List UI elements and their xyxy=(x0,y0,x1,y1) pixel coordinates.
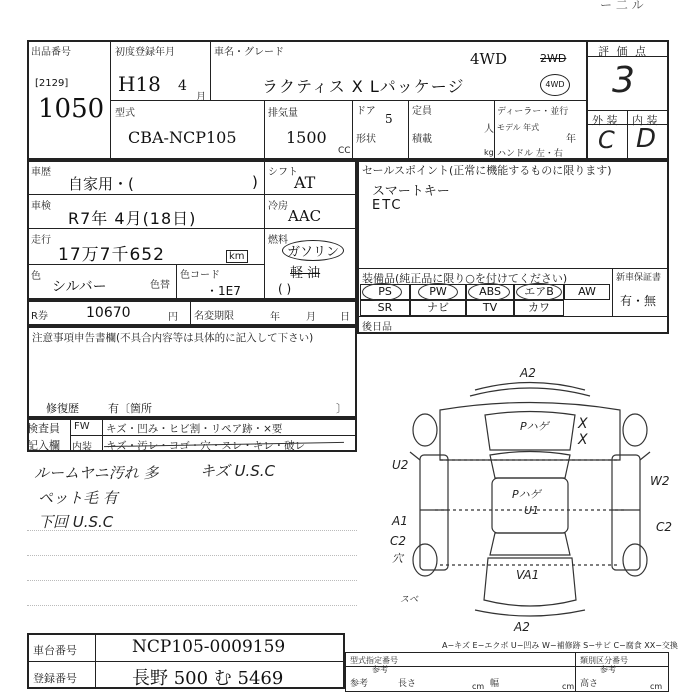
inspector-label-2: 記入欄 xyxy=(27,439,60,452)
inspection-value: R7年 4月(18日) xyxy=(68,209,197,228)
first-reg-month-unit: 月 xyxy=(196,92,206,103)
mark-x-1: X xyxy=(578,416,588,432)
recycle-unit: 円 xyxy=(168,312,178,323)
aircon-label: 冷房 xyxy=(268,201,288,212)
load-label: 積載 xyxy=(412,134,432,145)
mark-u2: U2 xyxy=(392,458,409,472)
displacement-value: 1500 xyxy=(286,128,327,147)
equip-sr: SR xyxy=(360,300,410,316)
dealer-label: ディーラー・並行 xyxy=(497,107,569,117)
hw-note-1: ルームヤニ汚れ 多 xyxy=(34,464,159,482)
reg-year: 年 xyxy=(270,312,280,323)
lot-code: [2129] xyxy=(35,78,69,89)
mark-w2: W2 xyxy=(650,474,670,488)
model-value: CBA-NCP105 xyxy=(128,128,237,147)
header-marks: ー 二 ル xyxy=(600,0,644,12)
mileage-unit: km xyxy=(226,250,248,263)
mark-p-hage-2: Pハゲ xyxy=(512,488,541,501)
equip-aw: AW xyxy=(564,284,610,300)
first-reg-month: 4 xyxy=(178,78,187,94)
warranty-value: 有・無 xyxy=(620,294,657,308)
mark-sube: スベ xyxy=(400,595,419,605)
drive-circle-mark: 4WD xyxy=(540,74,570,96)
circle-ps xyxy=(362,283,402,301)
repair-close: 〕 xyxy=(336,402,347,415)
selling-point-1: スマートキー xyxy=(372,184,450,199)
first-reg-label: 初度登録年月 xyxy=(115,47,175,58)
capacity-unit: 人 xyxy=(484,124,494,135)
inspection-label: 車検 xyxy=(31,201,51,212)
equip-abs: ABS xyxy=(466,284,514,300)
shape-label: 形状 xyxy=(356,134,376,145)
registration-label: 名変期限 xyxy=(194,311,234,322)
length-label: 長さ xyxy=(398,679,417,689)
class-label: 類別区分番号 xyxy=(580,656,628,665)
capacity-label: 定員 xyxy=(412,106,432,117)
lot-number: 1050 xyxy=(38,94,105,124)
mileage-label: 走行 xyxy=(31,235,51,246)
plate-value: 長野 500 む 5469 xyxy=(132,668,284,689)
doors-value: 5 xyxy=(385,112,393,126)
damage-legend: A−キズ E−エクボ U−凹み W−補修跡 S−サビ C−腐食 XX−交換 xyxy=(442,641,678,650)
equip-navi: ナビ xyxy=(410,300,466,316)
type-label: 型式指定番号 xyxy=(350,656,398,665)
drive-type: 4WD xyxy=(470,50,507,68)
recycle-value: 10670 xyxy=(86,305,131,321)
interior-label: 内 装 xyxy=(632,114,658,127)
color-label: 色 xyxy=(31,271,41,282)
ref-3: 参考 xyxy=(350,679,369,689)
fuel-gas: ガソリン xyxy=(282,240,344,261)
inspector-label-1: 検査員 xyxy=(27,422,60,435)
repair-value: 有〔箇所 xyxy=(108,402,152,415)
lot-label: 出品番号 xyxy=(31,47,71,58)
equip-ps: PS xyxy=(360,284,410,300)
mark-a2-rear: A2 xyxy=(514,620,530,634)
color-code: ・1E7 xyxy=(206,284,241,298)
model-label: 型式 xyxy=(115,108,135,119)
selling-point-2: ETC xyxy=(372,198,403,213)
shift-label: シフト xyxy=(268,167,298,178)
recycle-label: R券 xyxy=(31,311,48,322)
grade-value: 3 xyxy=(612,60,635,101)
mark-hole: 穴 xyxy=(392,552,403,565)
repair-label: 修復歴 xyxy=(46,402,79,415)
displacement-label: 排気量 xyxy=(268,108,298,119)
doors-label: ドア xyxy=(356,106,376,117)
history-close: ) xyxy=(252,173,258,191)
displacement-unit: CC xyxy=(338,146,351,156)
shift-value: AT xyxy=(294,173,316,192)
equip-pw: PW xyxy=(410,284,466,300)
mark-va1: VA1 xyxy=(516,568,540,582)
equip-airbag: エアB xyxy=(514,284,564,300)
chassis-label: 車台番号 xyxy=(33,644,77,657)
inspector-row1-label: FW xyxy=(74,421,90,432)
history-value: 自家用・( xyxy=(68,175,134,193)
color-no-label: 色替 xyxy=(150,280,170,291)
exterior-value: C xyxy=(598,126,615,154)
reg-day: 日 xyxy=(340,312,350,323)
inspector-row2-items: キズ・汚レ・ヨゴ・穴・スレ・キレ・破レ xyxy=(106,440,306,452)
fuel-diesel: 軽 油 xyxy=(290,266,321,281)
fuel-paren: ( ) xyxy=(278,282,292,296)
warranty-label: 新車保証書 xyxy=(616,273,662,283)
car-title: ラクティス X Lパッケージ xyxy=(262,77,465,96)
width-label: 幅 xyxy=(490,679,500,689)
fuel-label: 燃料 xyxy=(268,235,288,246)
circle-airbag xyxy=(516,283,562,301)
hw-note-3: ペット毛 有 xyxy=(38,489,118,507)
color-code-label: 色コード xyxy=(180,270,220,281)
mark-u1: U1 xyxy=(524,504,540,517)
name-label: 車名・グレード xyxy=(214,47,284,58)
handle-label: ハンドル 左・右 xyxy=(497,149,563,159)
mark-x-2: X xyxy=(578,432,588,448)
mark-c2-left: C2 xyxy=(390,534,407,548)
notes-label: 注意事項申告書欄(不具合内容等は具体的に記入して下さい) xyxy=(32,332,314,344)
equip-tv: TV xyxy=(466,300,514,316)
model-year-label: モデル 年式 xyxy=(497,123,540,132)
mileage-value: 17万7千652 xyxy=(58,245,165,265)
year-unit: 年 xyxy=(566,134,576,145)
mark-p-hage-1: Pハゲ xyxy=(520,420,549,433)
mark-c2-right: C2 xyxy=(656,520,673,534)
load-unit: kg xyxy=(484,148,494,157)
circle-pw xyxy=(418,283,458,301)
color-value: シルバー xyxy=(52,279,107,295)
plate-label: 登録番号 xyxy=(33,672,77,685)
selling-points-label: セールスポイント(正常に機能するものに限ります) xyxy=(362,164,612,177)
first-reg-era: H18 xyxy=(118,72,161,96)
equip-leather: カワ xyxy=(514,300,564,316)
chassis-value: NCP105-0009159 xyxy=(132,637,286,657)
grade-label: 評 価 点 xyxy=(598,45,648,58)
circle-abs xyxy=(468,283,510,301)
ref-2: 参考 xyxy=(600,665,616,674)
hw-note-2: キズ U.S.C xyxy=(200,462,275,480)
aircon-value: AAC xyxy=(288,207,322,225)
drive-alt: 2WD xyxy=(540,52,567,65)
height-unit: cm xyxy=(650,682,663,691)
ref-1: 参考 xyxy=(372,665,388,674)
reg-month: 月 xyxy=(306,312,316,323)
height-label: 高さ xyxy=(580,679,599,689)
hw-note-4: 下回 U.S.C xyxy=(38,513,114,531)
length-unit: cm xyxy=(472,682,485,691)
exterior-label: 外 装 xyxy=(592,114,618,127)
history-label: 車歴 xyxy=(31,167,51,178)
equipment-label: 装備品(純正品に限り○を付けてください) xyxy=(362,272,568,285)
inspector-row1-items: キズ・凹み・ヒビ割・リペア跡・×要 xyxy=(106,423,283,435)
mark-a1: A1 xyxy=(392,514,408,528)
width-unit: cm xyxy=(562,682,575,691)
later-attach-label: 後日品 xyxy=(362,322,392,333)
inspector-row2-label: 内装 xyxy=(72,442,92,453)
interior-value: D xyxy=(636,124,657,154)
mark-a2-front: A2 xyxy=(520,366,536,380)
